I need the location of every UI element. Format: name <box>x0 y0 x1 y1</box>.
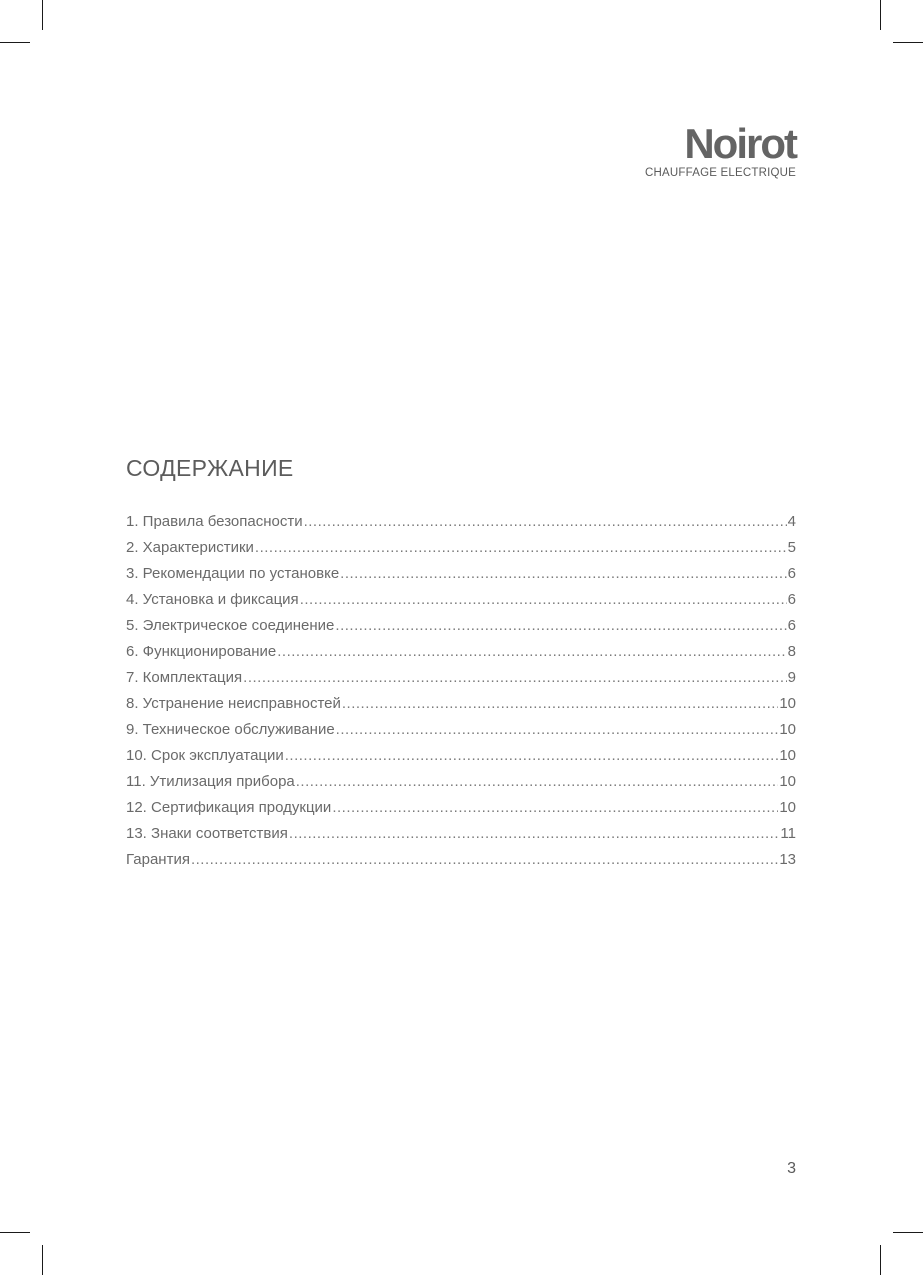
toc-entry[interactable] <box>126 591 796 617</box>
crop-mark-top-right-vertical <box>880 0 881 30</box>
toc-entry-page-number: 10 <box>779 747 796 764</box>
toc-entry[interactable] <box>126 695 796 721</box>
toc-dot-leader <box>304 513 787 530</box>
toc-entry-page-number: 10 <box>779 721 796 738</box>
toc-entry-page-number: 11 <box>780 825 796 842</box>
toc-entry-page-number: 6 <box>787 591 796 608</box>
crop-mark-bottom-right-horizontal <box>893 1232 923 1233</box>
toc-entry-label: 2. Характеристики <box>126 539 254 556</box>
toc-entry-page-number: 10 <box>779 799 796 816</box>
toc-entry-label: 6. Функционирование <box>126 643 277 660</box>
toc-entry-label: 4. Установка и фиксация <box>126 591 299 608</box>
toc-dot-leader <box>277 643 786 660</box>
toc-list <box>126 513 796 877</box>
toc-entry-label: 10. Срок эксплуатации <box>126 747 284 764</box>
toc-entry[interactable] <box>126 565 796 591</box>
toc-entry[interactable] <box>126 539 796 565</box>
toc-dot-leader <box>255 539 787 556</box>
page-number: 3 <box>787 1160 796 1177</box>
toc-dot-leader <box>296 773 779 790</box>
toc-dot-leader <box>191 851 778 868</box>
toc-entry[interactable] <box>126 643 796 669</box>
toc-title: СОДЕРЖАНИЕ <box>126 455 294 481</box>
toc-entry[interactable] <box>126 513 796 539</box>
toc-entry[interactable] <box>126 747 796 773</box>
toc-dot-leader <box>289 825 780 842</box>
crop-mark-top-left-horizontal <box>0 42 30 43</box>
toc-entry[interactable] <box>126 825 796 851</box>
toc-entry[interactable] <box>126 721 796 747</box>
toc-dot-leader <box>300 591 787 608</box>
toc-entry[interactable] <box>126 799 796 825</box>
crop-mark-bottom-left-vertical <box>42 1245 43 1275</box>
toc-entry[interactable] <box>126 617 796 643</box>
brand-logo <box>645 120 796 179</box>
toc-dot-leader <box>335 617 786 634</box>
toc-entry-label: 12. Сертификация продукции <box>126 799 332 816</box>
toc-entry[interactable] <box>126 851 796 877</box>
toc-entry-label: 11. Утилизация прибора <box>126 773 295 790</box>
toc-entry-page-number: 9 <box>787 669 796 686</box>
toc-dot-leader <box>285 747 779 764</box>
toc-entry-label: 9. Техническое обслуживание <box>126 721 335 738</box>
brand-logo-wordmark: Noirot <box>684 120 796 167</box>
toc-entry-page-number: 6 <box>787 617 796 634</box>
toc-entry[interactable] <box>126 773 796 799</box>
toc-entry[interactable] <box>126 669 796 695</box>
toc-entry-label: 7. Комплектация <box>126 669 243 686</box>
crop-mark-bottom-right-vertical <box>880 1245 881 1275</box>
toc-entry-label: 8. Устранение неисправностей <box>126 695 341 712</box>
toc-dot-leader <box>342 695 778 712</box>
toc-entry-label: 5. Электрическое соединение <box>126 617 335 634</box>
brand-logo-tagline: CHAUFFAGE ELECTRIQUE <box>645 167 796 179</box>
toc-dot-leader <box>332 799 778 816</box>
toc-entry-page-number: 6 <box>787 565 796 582</box>
toc-dot-leader <box>243 669 787 686</box>
toc-dot-leader <box>336 721 779 738</box>
toc-entry-label: 13. Знаки соответствия <box>126 825 288 842</box>
toc-dot-leader <box>340 565 786 582</box>
toc-entry-page-number: 4 <box>787 513 796 530</box>
toc-entry-page-number: 8 <box>787 643 796 660</box>
toc-entry-page-number: 10 <box>779 773 796 790</box>
toc-entry-page-number: 10 <box>779 695 796 712</box>
crop-mark-bottom-left-horizontal <box>0 1232 30 1233</box>
crop-mark-top-right-horizontal <box>893 42 923 43</box>
toc-entry-label: 1. Правила безопасности <box>126 513 303 530</box>
toc-entry-label: 3. Рекомендации по установке <box>126 565 340 582</box>
crop-mark-top-left-vertical <box>42 0 43 30</box>
toc-entry-page-number: 5 <box>787 539 796 556</box>
toc-entry-page-number: 13 <box>779 851 796 868</box>
toc-entry-label: Гарантия <box>126 851 190 868</box>
